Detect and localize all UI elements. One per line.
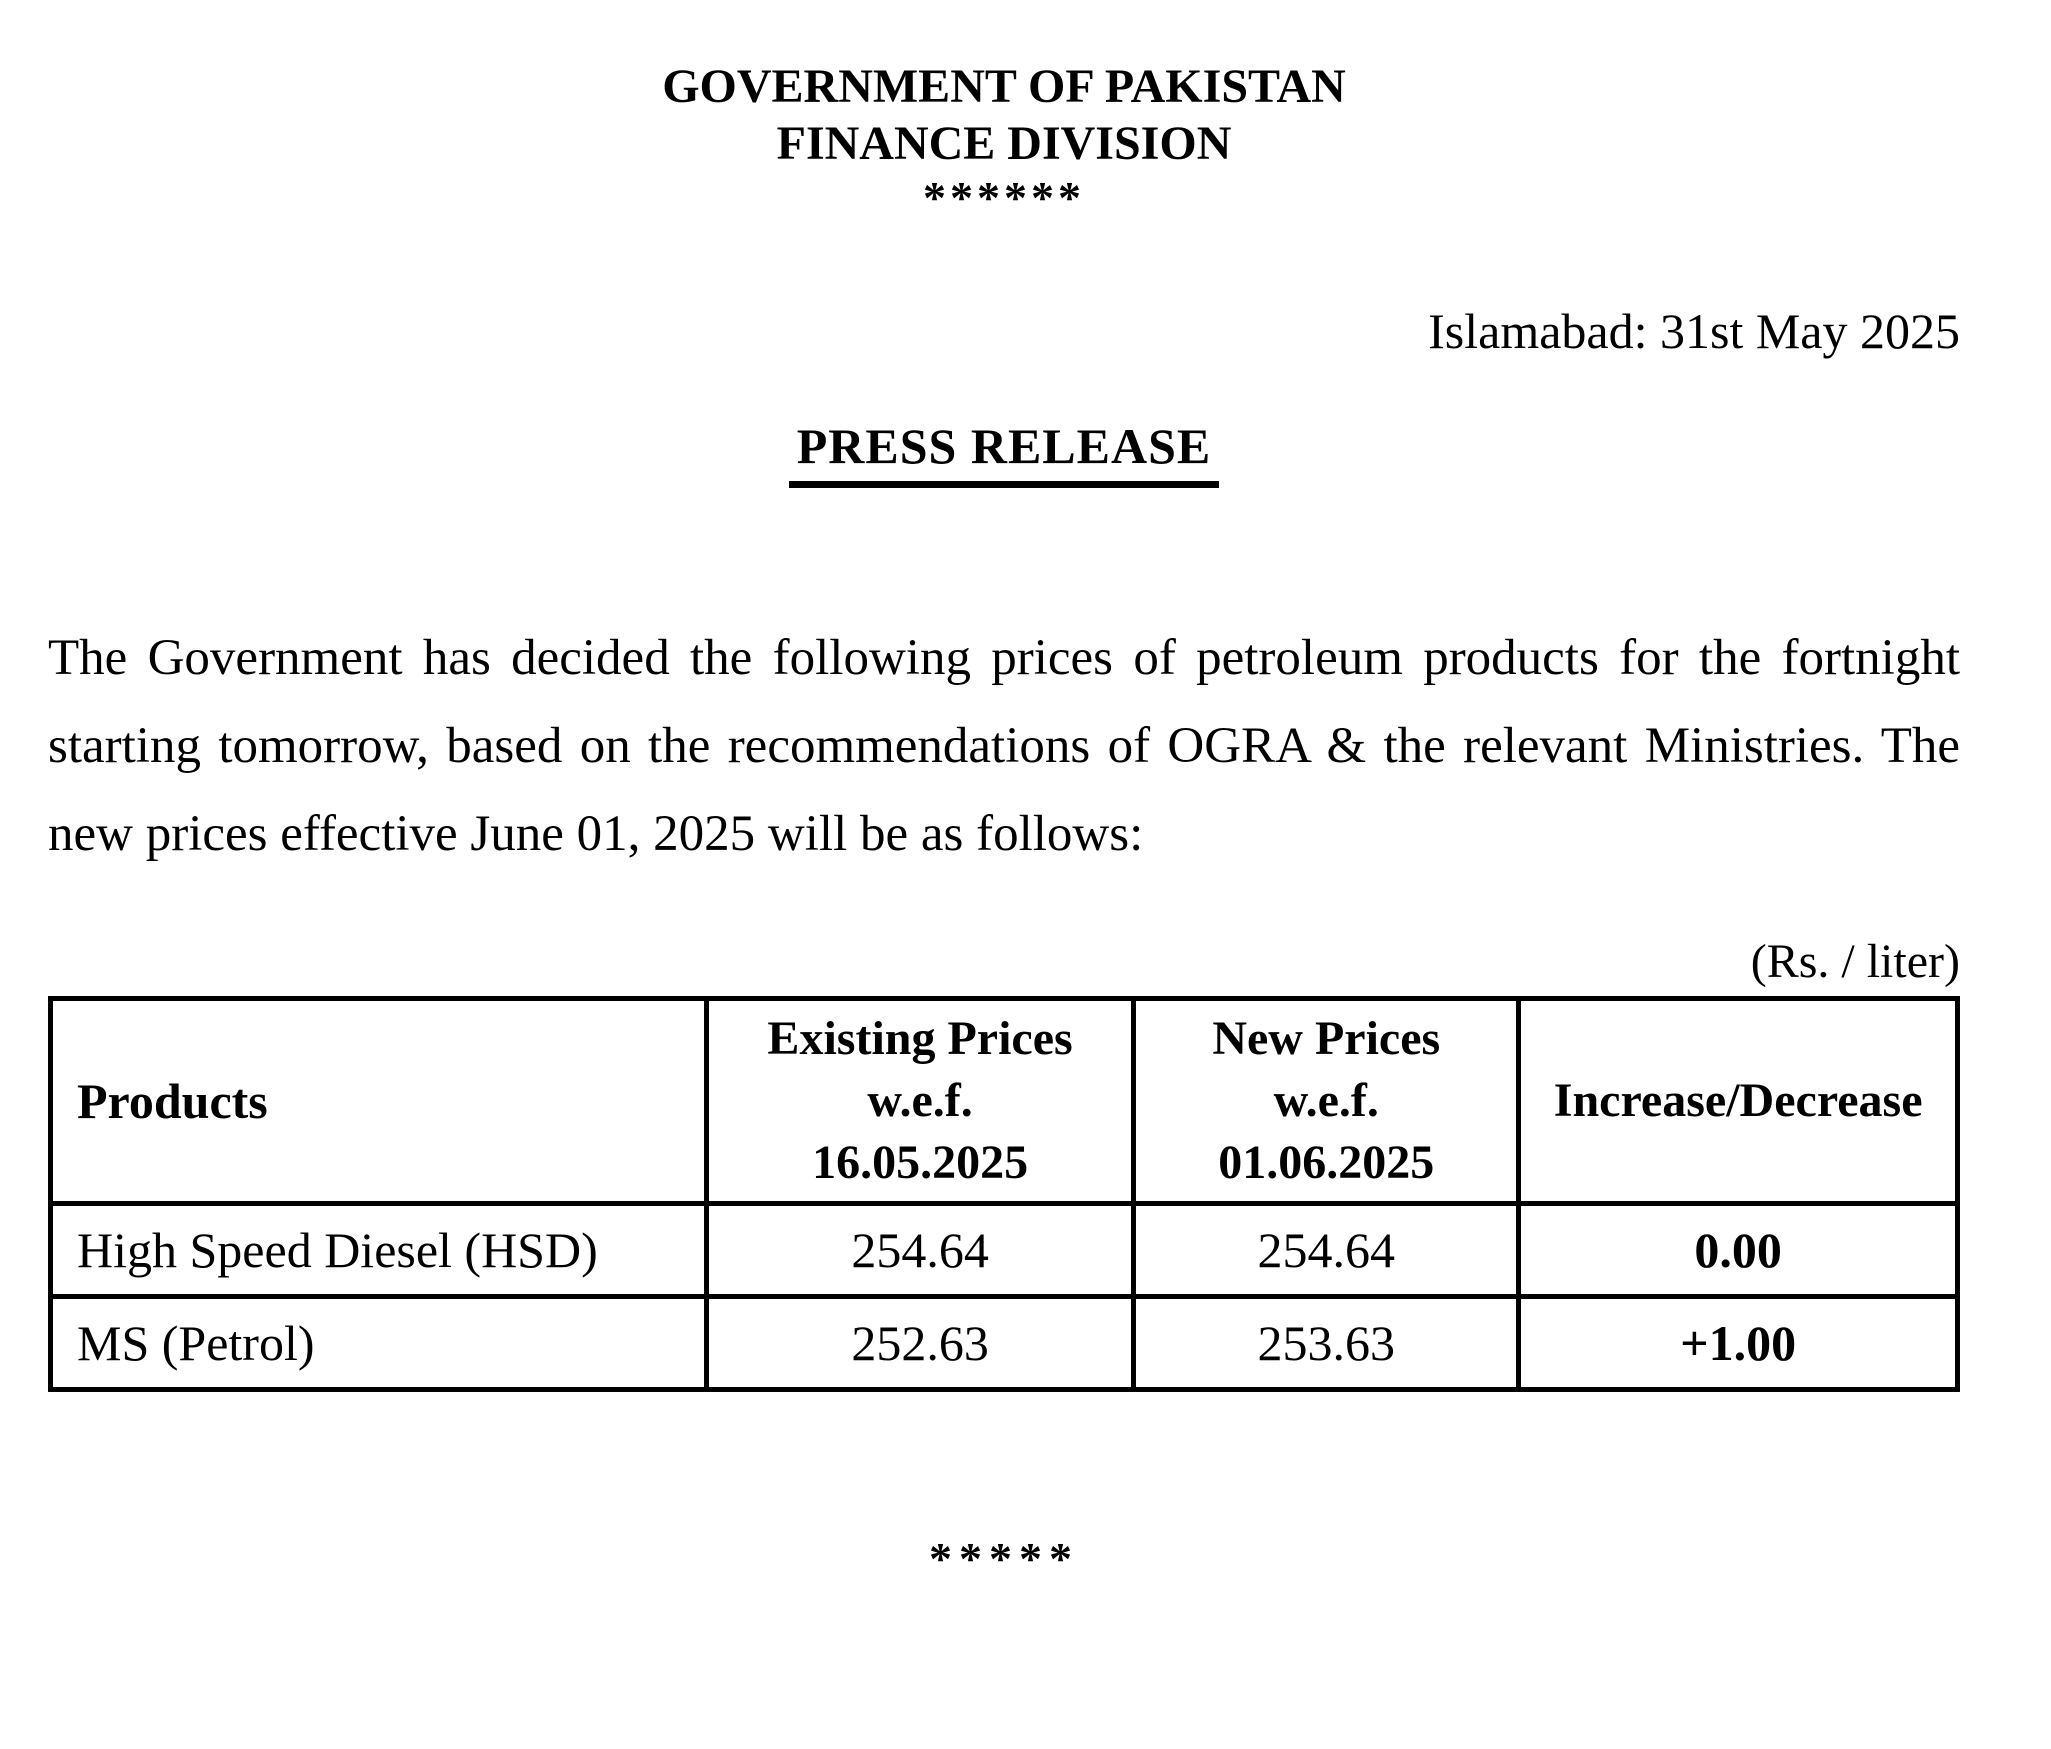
existing-price-cell: 254.64 (707, 1204, 1134, 1297)
table-row-hsd (51, 1204, 1958, 1297)
table-row-petrol (51, 1297, 1958, 1390)
new-prices-date: 01.06.2025 (1218, 1136, 1435, 1189)
prices-table-header (51, 999, 1958, 1204)
footer-stars-divider: ***** (929, 1533, 1079, 1584)
prices-table (48, 996, 1960, 1392)
existing-prices-date: 16.05.2025 (812, 1136, 1029, 1189)
prices-table-body (51, 1204, 1958, 1390)
existing-prices-column-header (707, 999, 1134, 1204)
products-column-header: Products (51, 999, 707, 1204)
new-prices-wef: w.e.f. (1273, 1074, 1379, 1127)
new-prices-label: New Prices (1212, 1012, 1441, 1065)
document-header (48, 58, 1960, 224)
change-cell: 0.00 (1519, 1204, 1958, 1297)
new-prices-column-header (1134, 999, 1519, 1204)
unit-label: (Rs. / liter) (1750, 935, 1960, 988)
change-cell: +1.00 (1519, 1297, 1958, 1390)
header-row (51, 999, 1958, 1204)
existing-price-cell: 252.63 (707, 1297, 1134, 1390)
existing-prices-label: Existing Prices (767, 1012, 1073, 1065)
increase-decrease-column-header: Increase/Decrease (1519, 999, 1958, 1204)
header-stars-divider: ****** (923, 172, 1085, 223)
existing-prices-wef: w.e.f. (867, 1074, 973, 1127)
product-name-cell: MS (Petrol) (51, 1297, 707, 1390)
new-price-cell: 253.63 (1134, 1297, 1519, 1390)
government-title: GOVERNMENT OF PAKISTAN (662, 60, 1346, 113)
new-price-cell: 254.64 (1134, 1204, 1519, 1297)
title-row (48, 420, 1960, 488)
dateline: Islamabad: 31st May 2025 (1428, 303, 1960, 359)
finance-division-title: FINANCE DIVISION (776, 117, 1232, 170)
body-paragraph: The Government has decided the following prices of petroleum products for the fortnight starting tomorrow, based on the recommendations of OGRA & the relevant Ministries. The new prices effective June 01, 2025 will be as follows: (48, 630, 1960, 862)
product-name-cell: High Speed Diesel (HSD) (51, 1204, 707, 1297)
press-release-title: PRESS RELEASE (789, 420, 1220, 488)
